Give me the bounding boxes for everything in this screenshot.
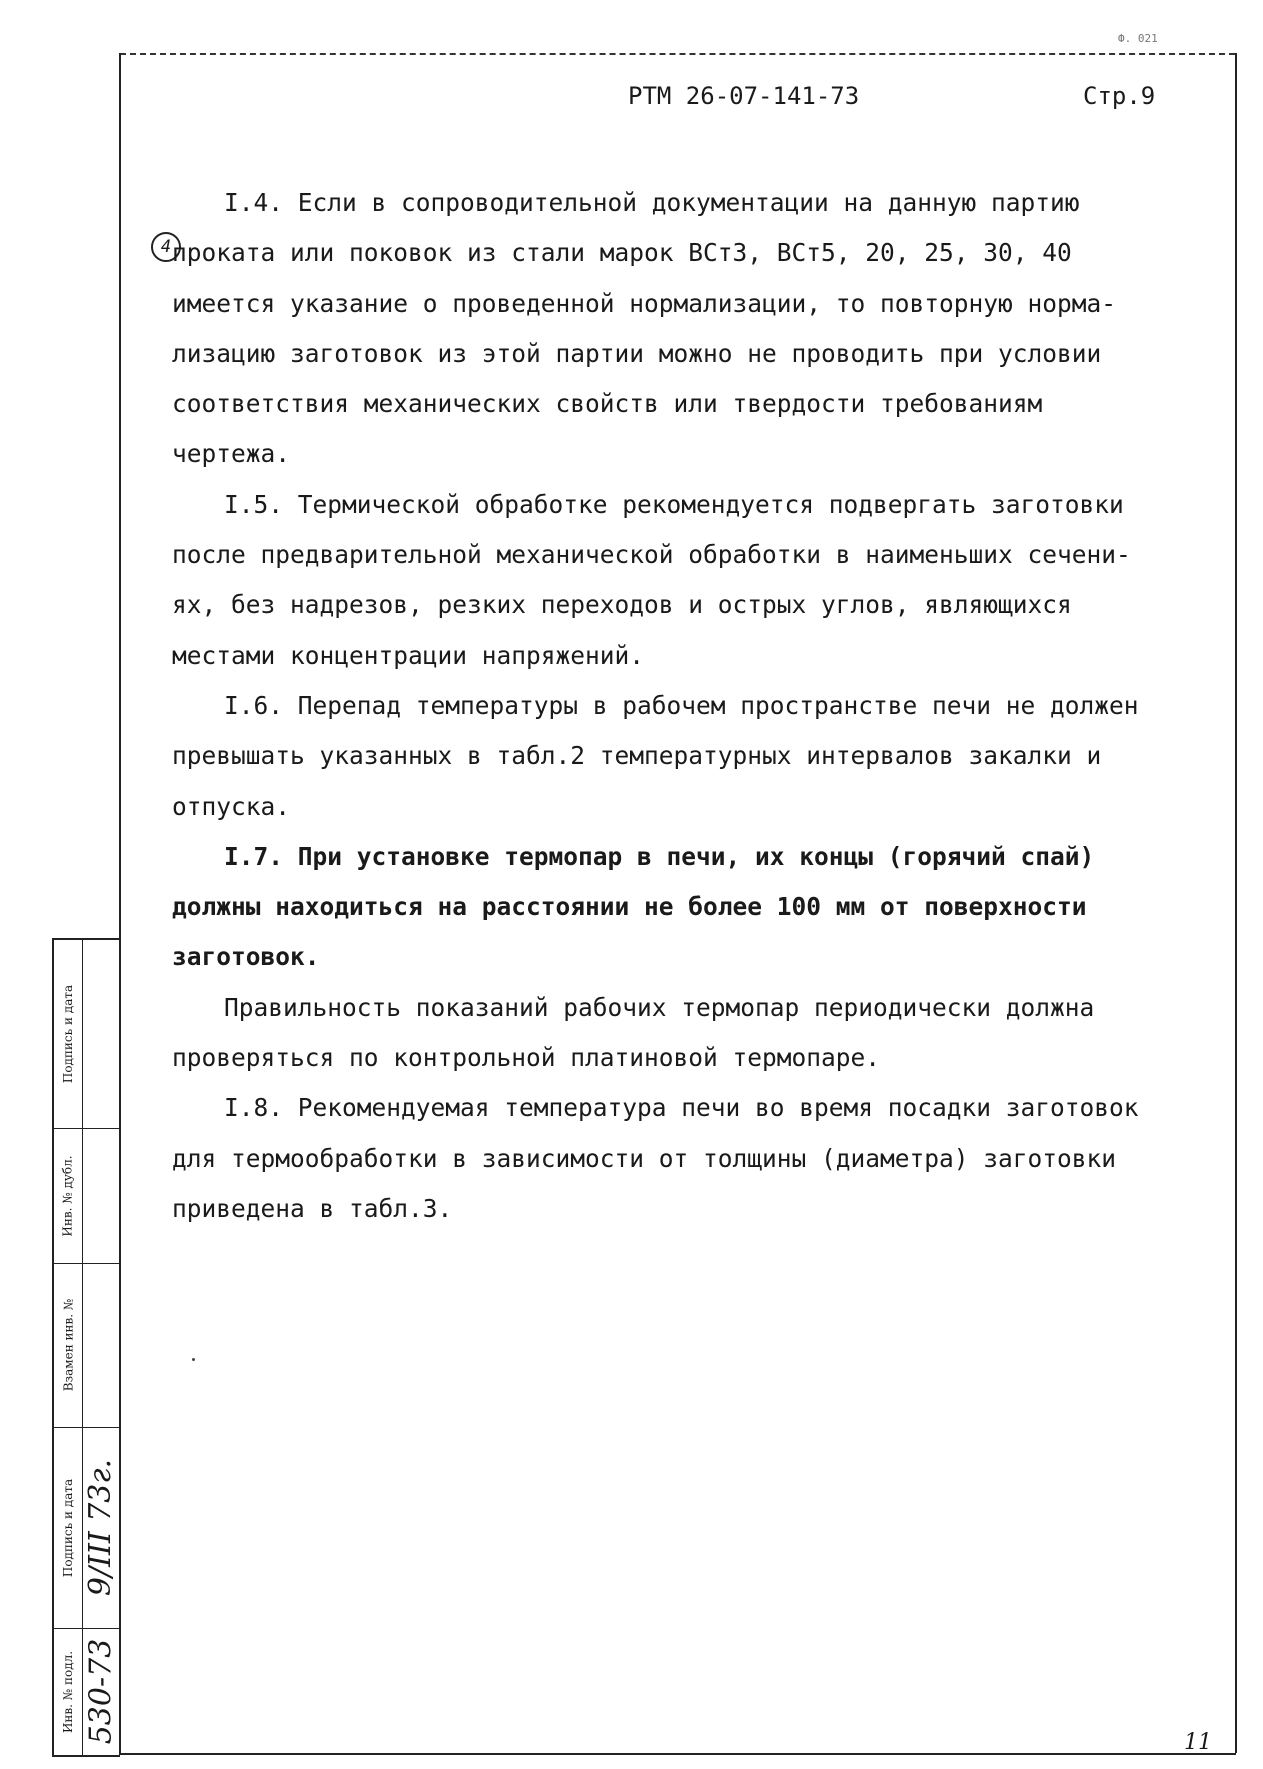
stamp-cell: [54, 1263, 82, 1428]
paragraph-1-4-line: чертежа.: [172, 439, 291, 469]
paragraph-1-7-line: должны находиться на расстоянии не более 100 мм от поверхности: [172, 892, 1087, 922]
change-mark-circle: 4: [151, 232, 181, 262]
frame-bottom-border: [119, 1753, 1236, 1755]
frame-right-border: [1235, 53, 1237, 1753]
paragraph-1-6-line: отпуска.: [172, 791, 291, 821]
corner-handwritten-mark: 11: [1184, 1730, 1212, 1755]
paragraph-1-8-line: для термообработки в зависимости от толщины (диаметра) заготовки: [172, 1143, 1117, 1173]
handwritten-inventory-number: 530-73: [83, 1638, 119, 1745]
paragraph-1-4-line: проката или поковок из стали марок ВСт3, ВСт5, 20, 25, 30, 40: [172, 238, 1072, 268]
body-text: [172, 178, 1207, 1234]
stamp-label-duplicate-inv: Инв. № дубл.: [61, 1154, 76, 1237]
stamp-cell: [82, 940, 120, 1129]
paragraph-1-4-line: I.4. Если в сопроводительной документации на данную партию: [224, 188, 1080, 217]
stray-dot: [192, 1358, 195, 1361]
paragraph-1-4-line: имеется указание о проведенной нормализации, то повторную норма-: [172, 288, 1117, 318]
paragraph-1-6-line: I.6. Перепад температуры в рабочем пространстве печи не должен: [224, 690, 1139, 720]
stamp-label-signature-date: Подпись и дата: [61, 984, 76, 1084]
stamp-cell: [54, 940, 82, 1129]
stamp-cell: [54, 1628, 82, 1755]
stamp-cell: [82, 1427, 120, 1629]
paragraph-1-7-line: I.7. При установке термопар в печи, их концы (горячий спай): [224, 841, 1095, 871]
paragraph-1-5-line: после предварительной механической обработки в наименьших сечени-: [172, 540, 1131, 570]
paragraph-1-5-line: I.5. Термической обработке рекомендуется подвергать заготовки: [224, 489, 1124, 519]
stamp-cell: [54, 1427, 82, 1629]
stamp-cell: [82, 1128, 120, 1264]
document-code: РТМ 26-07-141-73: [628, 82, 860, 110]
frame-top-border: [120, 53, 1235, 55]
page-number: Стр.9: [1083, 82, 1156, 110]
paragraph-1-6-line: превышать указанных в табл.2 температурных интервалов закалки и: [172, 741, 1102, 771]
stamp-cell: [54, 1128, 82, 1264]
paragraph-1-7b-line: проверяться по контрольной платиновой термопаре.: [172, 1043, 881, 1073]
form-code: Ф. 021: [1118, 32, 1158, 45]
stamp-label-column: [54, 940, 83, 1755]
stamp-label-original-inv: Инв. № подл.: [61, 1650, 76, 1733]
stamp-cell: [82, 1263, 120, 1428]
paragraph-1-5-line: ях, без надрезов, резких переходов и острых углов, являющихся: [172, 590, 1072, 620]
paragraph-1-5-line: местами концентрации напряжений.: [172, 640, 645, 670]
stamp-value-column: [82, 940, 120, 1755]
paragraph-1-4-line: соответствия механических свойств или твердости требованиям: [172, 389, 1043, 419]
paragraph-1-4-line: лизацию заготовок из этой партии можно не проводить при условии: [172, 338, 1102, 368]
handwritten-date: 9/III 73г.: [83, 1458, 119, 1597]
margin-stamp-block: [52, 938, 120, 1757]
paragraph-1-7b-line: Правильность показаний рабочих термопар периодически должна: [224, 992, 1095, 1022]
paragraph-1-8-line: I.8. Рекомендуемая температура печи во время посадки заготовок: [224, 1093, 1139, 1123]
stamp-label-replacement-inv: Взамен инв. №: [61, 1298, 76, 1392]
paragraph-1-8-line: приведена в табл.3.: [172, 1193, 453, 1223]
paragraph-1-7-line: заготовок.: [172, 942, 320, 972]
stamp-cell: [82, 1628, 120, 1755]
stamp-label-signature-date-2: Подпись и дата: [61, 1478, 76, 1577]
